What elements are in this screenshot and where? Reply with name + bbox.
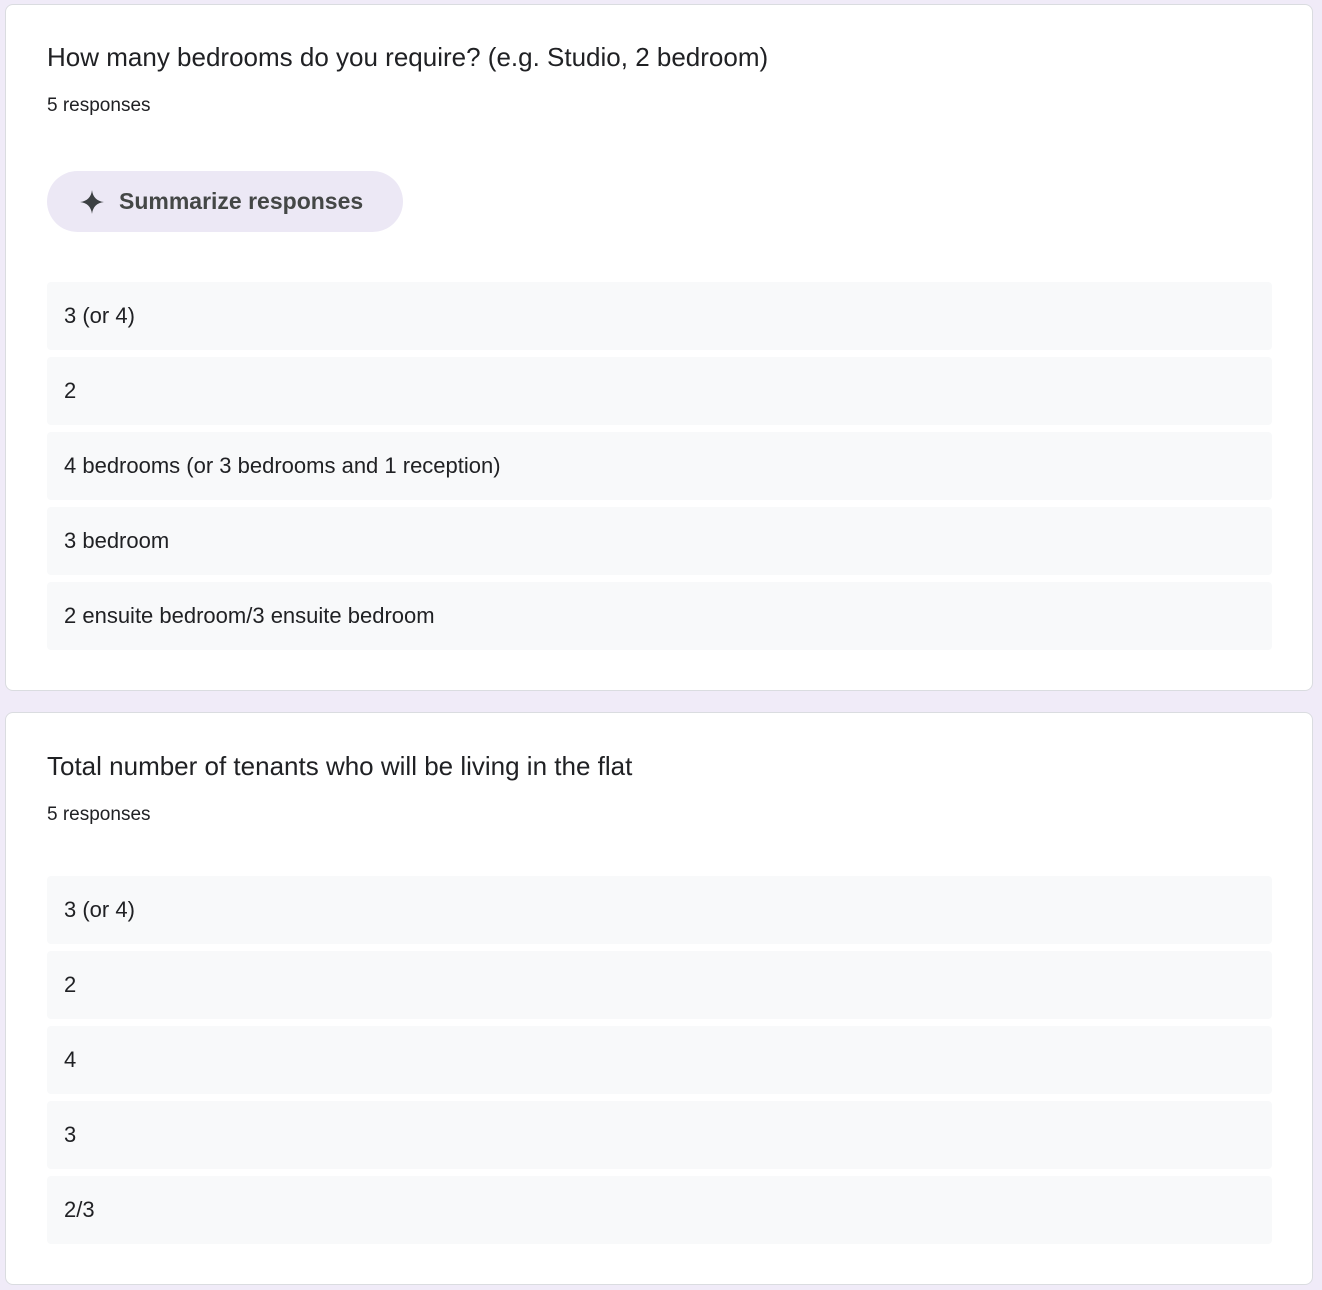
response-item: 3 (or 4) — [47, 876, 1272, 944]
summarize-responses-button[interactable] — [47, 171, 403, 232]
question-card-tenants — [5, 712, 1313, 1285]
response-list — [47, 282, 1272, 657]
question-title: Total number of tenants who will be living in the flat — [47, 751, 633, 781]
response-list — [47, 876, 1272, 1251]
response-item: 3 — [47, 1101, 1272, 1169]
response-item: 2 — [47, 951, 1272, 1019]
question-title: How many bedrooms do you require? (e.g. Studio, 2 bedroom) — [47, 42, 769, 72]
question-card-bedrooms — [5, 4, 1313, 691]
response-count: 5 responses — [47, 95, 151, 116]
response-item: 2 — [47, 357, 1272, 425]
response-item: 3 bedroom — [47, 507, 1272, 575]
response-item: 3 (or 4) — [47, 282, 1272, 350]
response-count: 5 responses — [47, 804, 151, 825]
summarize-button-label: Summarize responses — [119, 188, 364, 214]
response-item: 2 ensuite bedroom/3 ensuite bedroom — [47, 582, 1272, 650]
response-item: 4 — [47, 1026, 1272, 1094]
sparkle-icon — [79, 189, 105, 215]
response-item: 2/3 — [47, 1176, 1272, 1244]
response-item: 4 bedrooms (or 3 bedrooms and 1 reception) — [47, 432, 1272, 500]
